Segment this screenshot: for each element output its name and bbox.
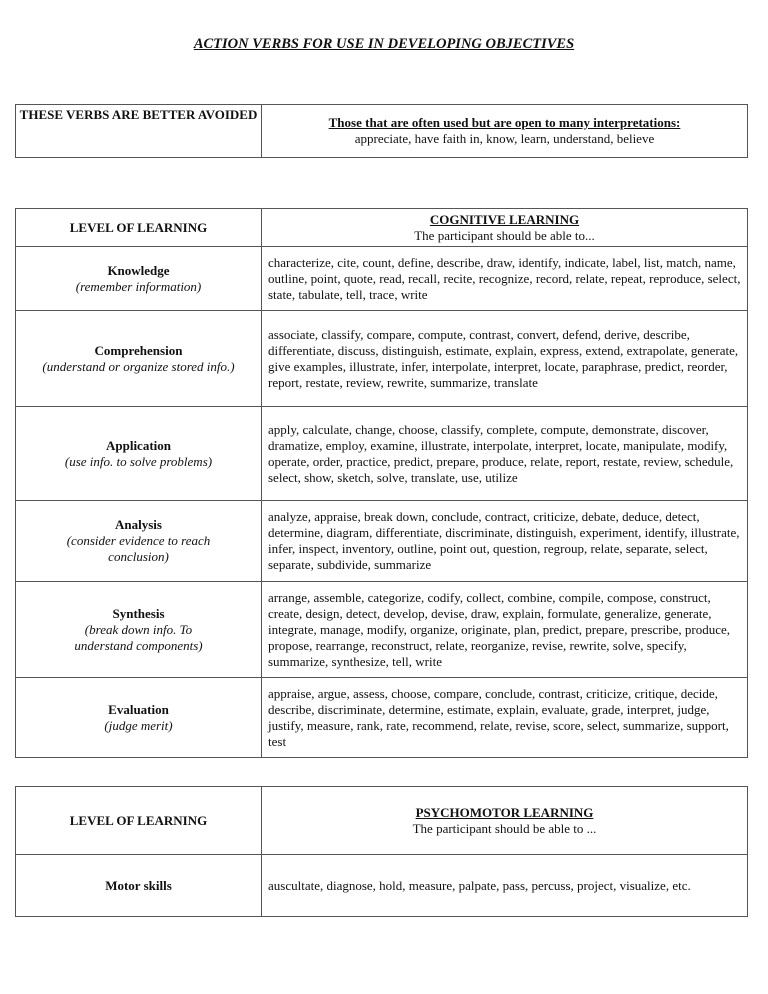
cognitive-heading-cell	[262, 209, 748, 247]
level-description: (use info. to solve problems)	[64, 453, 213, 469]
level-description: (break down info. To understand components)	[74, 621, 203, 653]
level-description: (consider evidence to reach conclusion)	[66, 533, 211, 564]
level-name: Evaluation	[108, 701, 169, 717]
level-name: Motor skills	[16, 855, 262, 917]
psychomotor-table	[15, 786, 748, 917]
table-row	[16, 582, 748, 678]
level-cell	[16, 678, 262, 758]
cognitive-table	[15, 208, 748, 758]
level-verbs: appraise, argue, assess, choose, compare, conclude, contrast, criticize, critique, decide, describe, discriminate, determine, estimate, explain, evaluate, grade, interpret, judge, justify, measure, rank, rate, recommend, relate, revise, score, select, summarize, support, test	[262, 678, 748, 758]
level-cell	[16, 582, 262, 678]
cognitive-heading: COGNITIVE LEARNING	[429, 211, 580, 227]
level-verbs: characterize, cite, count, define, describe, draw, identify, indicate, label, list, match, name, outline, point, quote, read, recall, recite, recognize, record, relate, repeat, reproduce, select, state, tabulate, tell, trace, write	[262, 247, 748, 311]
psychomotor-level-header: LEVEL OF LEARNING	[16, 787, 262, 855]
level-verbs: associate, classify, compare, compute, contrast, convert, defend, derive, describe, differentiate, discuss, distinguish, estimate, explain, express, extend, extrapolate, generate, give examples, illustrate, infer, interpolate, interpret, locate, paraphrase, predict, reorder, report, restate, review, rewrite, summarize, translate	[262, 311, 748, 407]
page-title: ACTION VERBS FOR USE IN DEVELOPING OBJECTIVES	[193, 36, 575, 52]
level-name: Synthesis	[112, 605, 165, 621]
avoided-verbs: appreciate, have faith in, know, learn, understand, believe	[354, 131, 655, 146]
avoided-cell	[262, 105, 748, 158]
psychomotor-subheading: The participant should be able to ...	[412, 820, 597, 836]
avoided-heading: Those that are often used but are open to many interpretations:	[328, 115, 681, 130]
avoided-label: THESE VERBS ARE BETTER AVOIDED	[16, 105, 262, 158]
table-row	[16, 407, 748, 501]
level-description: (remember information)	[75, 278, 202, 294]
avoided-verbs-row	[16, 105, 748, 158]
table-row	[16, 247, 748, 311]
table-row	[16, 678, 748, 758]
cognitive-level-header: LEVEL OF LEARNING	[16, 209, 262, 247]
level-cell	[16, 407, 262, 501]
table-row	[16, 855, 748, 917]
level-verbs: apply, calculate, change, choose, classify, complete, compute, demonstrate, discover, dramatize, employ, examine, illustrate, interpolate, interpret, locate, manipulate, modify, operate, order, practice, predict, prepare, produce, relate, report, restate, review, schedule, select, show, sketch, solve, translate, use, utilize	[262, 407, 748, 501]
level-cell	[16, 247, 262, 311]
level-description: (understand or organize stored info.)	[42, 358, 235, 374]
psychomotor-heading-cell	[262, 787, 748, 855]
level-name: Analysis	[115, 517, 162, 532]
cognitive-subheading: The participant should be able to...	[414, 227, 595, 243]
level-cell	[16, 501, 262, 582]
level-verbs: analyze, appraise, break down, conclude, contract, criticize, debate, deduce, detect, determine, diagram, differentiate, discriminate, distinguish, experiment, identify, illustrate, infer, inspect, inventory, outline, point out, question, regroup, relate, separate, select, separate, subdivide, summarize	[262, 501, 748, 582]
cognitive-header-row	[16, 209, 748, 247]
level-name: Comprehension	[94, 342, 183, 358]
level-name: Knowledge	[107, 262, 170, 278]
level-name: Application	[105, 437, 171, 453]
level-verbs: auscultate, diagnose, hold, measure, palpate, pass, percuss, project, visualize, etc.	[262, 855, 748, 917]
avoided-verbs-table	[15, 104, 748, 158]
level-cell	[16, 311, 262, 407]
table-row	[16, 501, 748, 582]
psychomotor-heading: PSYCHOMOTOR LEARNING	[415, 804, 594, 820]
level-verbs: arrange, assemble, categorize, codify, collect, combine, compile, compose, construct, create, design, detect, develop, devise, draw, explain, formulate, generalize, generate, integrate, manage, modify, organize, originate, plan, predict, prepare, prescribe, produce, propose, rearrange, reconstruct, relate, reorganize, revise, rewrite, solve, specify, summarize, synthesize, tell, write	[262, 582, 748, 678]
table-row	[16, 311, 748, 407]
psychomotor-header-row	[16, 787, 748, 855]
level-description: (judge merit)	[104, 717, 173, 733]
